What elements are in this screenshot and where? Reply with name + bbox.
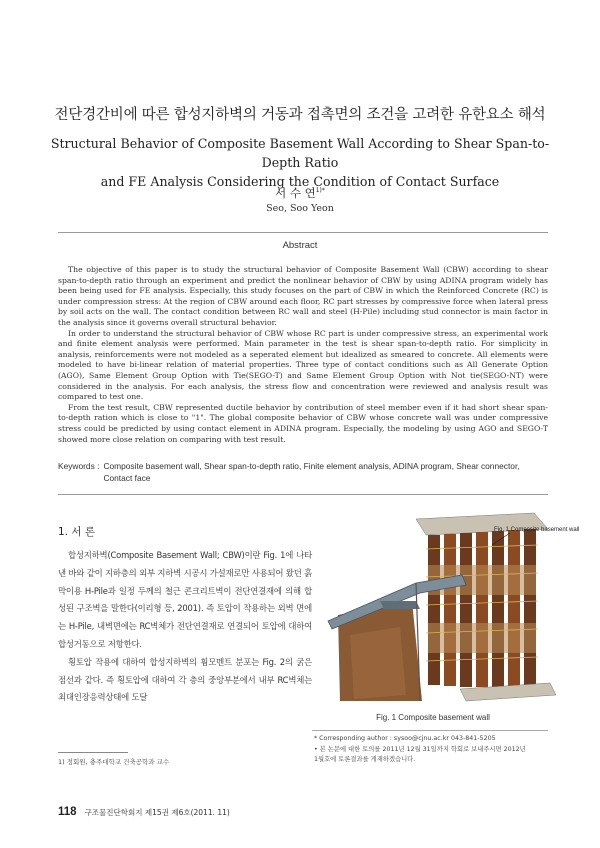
journal-info: 구조물진단학회지 제15권 제6호(2011. 11) [84, 808, 230, 817]
page-footer [58, 806, 230, 818]
keywords-text: Composite basement wall, Shear span-to-depth ratio, Finite element analysis, ADINA program, Shear connector, Contact face [103, 461, 520, 483]
footnote: 1) 정회원, 충주대학교 건축공학과 교수 [58, 758, 170, 766]
abstract-body [58, 265, 548, 445]
abstract-heading: Abstract [282, 240, 318, 251]
notes-rule [312, 730, 548, 731]
title-english-line-2: and FE Analysis Considering the Condition of Contact Surface [100, 174, 500, 189]
keywords-label: Keywords : [58, 461, 100, 471]
note-discussion-2: 1월호에 토론결과를 게재하겠습니다. [314, 756, 416, 763]
body-text [58, 547, 312, 707]
title-korean: 전단경간비에 따른 합성지하벽의 거동과 접촉면의 조건을 고려한 유한요소 해석 [54, 107, 546, 123]
figure-composite-basement-wall [320, 505, 580, 701]
abstract-paragraph-3: From the test result, CBW represented ductile behavior by contribution of steel member even if it had short shear span-to-depth ration which is close to "1". The global composite behavior of CBW whose concrete wall was under compressive stress could be predicted by using contact element in ADINA program. Especially, the modeling by using AGO and SEGO-T showed more close relation on comparing with test result. [58, 402, 548, 444]
title-english-line-1: Structural Behavior of Composite Basement Wall According to Shear Span-to-Depth Ratio [50, 136, 550, 170]
figure-caption: Fig. 1 Composite basement wall [376, 713, 490, 722]
author-english: Seo, Soo Yeon [266, 203, 334, 214]
h-pile-columns [428, 529, 536, 687]
author-korean [0, 185, 600, 201]
floor-slab [460, 683, 556, 701]
author-korean-name: 서 수 연 [275, 186, 316, 200]
section-title: 1. 서 론 [58, 526, 95, 538]
body-paragraph-2: 횡토압 작용에 대하여 합성지하벽의 휨모멘트 분포는 Fig. 2의 굵은 점선과 같다. 즉 횡토압에 대하여 각 층의 중앙부분에서 내부 RC벽체는 최대인장응력상태에 도달 [58, 656, 312, 703]
author-affiliation-mark: 1)* [315, 187, 325, 195]
title-english [40, 134, 560, 191]
strut-support [380, 601, 420, 609]
page-number: 118 [58, 806, 77, 818]
keywords [58, 461, 548, 484]
note-corresponding-author: * Corresponding author : sysoo@cjnu.ac.kr 043-841-5205 [314, 735, 496, 742]
abstract-bottom-rule [58, 494, 548, 495]
abstract-top-rule [58, 232, 548, 233]
body-paragraph-1: 합성지하벽(Composite Basement Wall; CBW)이란 Fig. 1에 나타낸 바와 같이 지하층의 외부 지하벽 시공시 가설재로만 사용되어 왔던 흙막이용 H-Pile과 일정 두께의 철근 콘크리트벽이 전단연결재에 의해 합성된 구조벽을 말한다(이리형 등, 2001). 즉 토압이 작용하는 외벽 면에는 H-Pile, 내벽면에는 RC벽체가 전단연결재로 연결되어 토압에 대하여 합성거동으로 저항한다. [58, 550, 312, 649]
notes [314, 734, 550, 766]
soil-texture [350, 627, 406, 699]
footnote-rule [58, 752, 128, 753]
abstract-paragraph-1: The objective of this paper is to study the structural behavior of Composite Basement Wall (CBW) according to shear span-to-depth ratio through an experiment and predict the nonlinear behavior of CBW by using ADINA program widely has been being used for FE analysis. Especially, this study focuses on the part of CBW in which the Reinforced Concrete (RC) is under compression stress: At the region of CBW around each floor, RC part stresses by compressive force when lateral press by soil acts on the wall. The contact condition between RC wall and steel (H-Pile) including stud connector is main factor in the analysis since it governs overall structural behavior. [58, 265, 548, 327]
figure-label: Fig. 1 Composite basement wall [494, 527, 580, 533]
abstract-paragraph-2: In order to understand the structural behavior of CBW whose RC part is under compressive stress, an experimental work and finite element analysis were performed. Main parameter in the test is shear span-to-depth ratio. For simplicity in analysis, reinforcements were not modeled as a seperated element but idealized as smeared to concrete. All elements were modeled to have bi-linear relation of material properties. Three type of contact conditions such as All Generate Option (AGO), Same Element Group Option with Tie(SEGO-T) and Same Element Group Option with Not tie(SEGO-NT) were considered in the analysis. For each analysis, the stress flow and concentration were reviewed and analysis result was compared to test one. [58, 328, 548, 402]
note-discussion-1: • 본 논문에 대한 토의를 2011년 12월 31일까지 학회로 보내주시면 2012년 [314, 745, 526, 753]
